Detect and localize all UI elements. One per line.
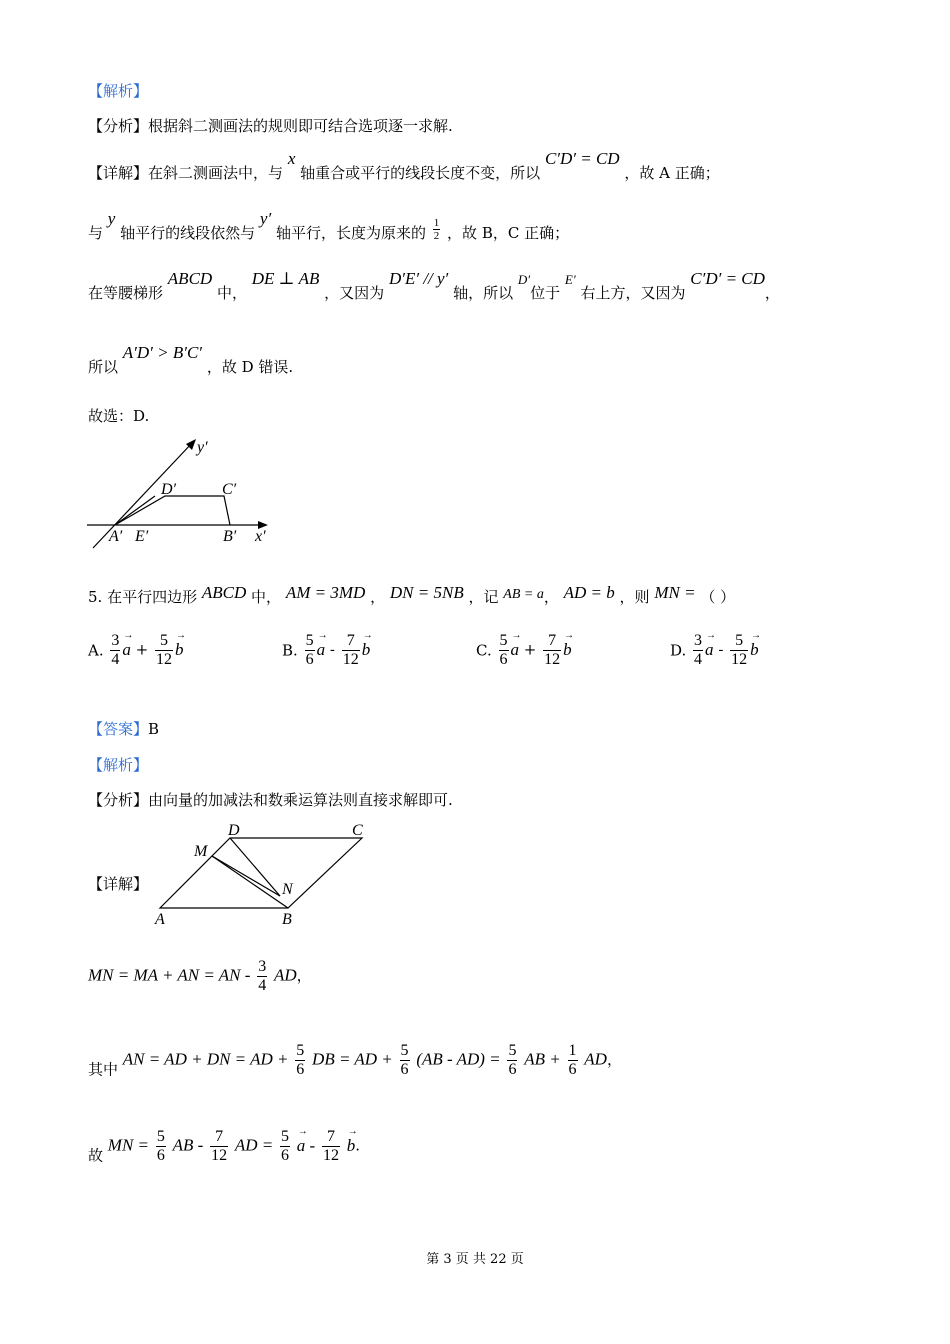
label-n: N — [282, 881, 293, 898]
text: ， — [370, 588, 386, 606]
vector: → b — [362, 639, 371, 661]
question-5: 5. 在平行四边形 ABCD 中， AM = 3MD ， DN = 5NB ，记 AB = a， AD = b ，则 MN = （ ） — [88, 583, 736, 606]
label-x-prime: x′ — [255, 528, 266, 545]
label-b-prime: B′ — [223, 528, 237, 545]
math-x: x — [287, 149, 296, 168]
y: y — [259, 209, 268, 228]
math-y-prime: y′ — [259, 209, 272, 228]
fraction: $\frac{5}{6}$ — [499, 632, 508, 668]
label-c-prime: C′ — [222, 481, 237, 498]
conclusion: 故选：D. — [88, 407, 150, 425]
math: DB = AD + — [312, 1049, 393, 1069]
label: C. — [476, 641, 492, 660]
vector: → b — [347, 1135, 356, 1157]
math-de-parallel: D′E′ // y′ — [388, 269, 449, 288]
fraction: $\frac{5}{6}$ — [296, 1042, 305, 1078]
label: B. — [282, 641, 298, 660]
math: AB + — [524, 1049, 561, 1069]
fraction: $\frac{7}{12}$ — [211, 1128, 228, 1164]
text: 5. 在平行四边形 — [88, 588, 198, 606]
math-cd-equal: C′D′ = CD — [544, 149, 620, 168]
label-c: C — [352, 822, 363, 839]
label-d-prime: D′ — [161, 481, 177, 498]
oblique-axes-figure — [85, 432, 285, 552]
text: 故 — [88, 1146, 104, 1165]
fraction: $\frac{3}{4}$ — [694, 632, 703, 668]
fraction: $\frac{7}{12}$ — [342, 632, 359, 668]
option-b[interactable]: B. $\frac{5}{6}$ → a - $\frac{7}{12}$ → b — [282, 632, 370, 669]
detail-line-2 — [88, 209, 570, 244]
parallelogram-figure — [150, 818, 380, 930]
fraction: $\frac{5}{6}$ — [281, 1128, 290, 1164]
math-dn: DN = 5NB — [389, 583, 464, 602]
fraction: $\frac{5}{6}$ — [400, 1042, 409, 1078]
label-b: B — [282, 911, 292, 928]
vector: → a — [705, 639, 714, 661]
math: MN = — [107, 1135, 150, 1155]
detail-line-1 — [88, 149, 720, 184]
vector: → b — [750, 639, 759, 661]
math-ab-a: AB = a — [503, 587, 544, 602]
text: ，故 A 正确； — [624, 164, 720, 182]
text: 轴，所以 — [453, 284, 514, 302]
vector: → a — [317, 639, 326, 661]
label-d: D — [228, 822, 240, 839]
option-a[interactable]: A. $\frac{3}{4}$ → a + $\frac{5}{12}$ → b — [88, 632, 184, 669]
text: （ ） — [700, 588, 736, 606]
label: D. — [670, 641, 687, 660]
vector: → a — [511, 639, 520, 661]
fraction: $\frac{5}{12}$ — [156, 632, 172, 668]
text: 轴平行，长度为原来的 — [275, 224, 426, 242]
math-d-prime: D′ — [517, 272, 531, 287]
text: ，故 D 错误. — [206, 358, 294, 376]
fraction: $\frac{5}{6}$ — [305, 632, 314, 668]
math-ad-gt-bc: A′D′ > B′C′ — [122, 343, 203, 362]
math-y: y — [107, 209, 116, 228]
math: AB - — [172, 1135, 204, 1155]
math: MN = MA + AN = AN - — [88, 965, 251, 985]
text: 位于 — [530, 284, 561, 302]
vector: → a — [122, 639, 131, 661]
text: 在等腰梯形 — [88, 284, 164, 302]
text: 轴平行的线段依然与 — [120, 224, 256, 242]
equation-3: 故 MN = $\frac{5}{6}$ AB - $\frac{7}{12}$ AD = $\frac{5}{6}$ → a - $\frac{7}{12}$ → b. — [88, 1128, 360, 1167]
math: AD — [273, 965, 297, 985]
fraction: $\frac{5}{6}$ — [508, 1042, 517, 1078]
analysis-tag: 【分析】 — [88, 791, 149, 809]
analysis-text: 根据斜二测画法的规则即可结合选项逐一求解. — [148, 117, 453, 135]
math: AD — [584, 1049, 607, 1069]
label-a-prime: A′ — [109, 528, 123, 545]
fraction: $\frac{1}{6}$ — [568, 1042, 577, 1078]
math-ad-b: AD = b — [563, 583, 615, 602]
detail-tag-2: 【详解】 — [88, 875, 149, 893]
vector: → a - — [297, 1135, 315, 1157]
math-cd-equal-2: C′D′ = CD — [690, 269, 765, 288]
math-abcd-q5: ABCD — [201, 583, 247, 602]
fraction: $\frac{3}{4}$ — [258, 958, 267, 994]
answer-value: B — [148, 720, 160, 738]
text: 右上方，又因为 — [580, 284, 686, 302]
equation-1: MN = MA + AN = AN - $\frac{3}{4}$ AD， — [88, 958, 312, 994]
fraction: $\frac{7}{12}$ — [544, 632, 561, 668]
math-de-perp-ab: DE ⊥ AB — [251, 269, 320, 288]
label: A. — [88, 641, 104, 660]
vector: → b — [563, 639, 572, 661]
label-m: M — [194, 843, 208, 860]
text: ，故 B，C 正确； — [447, 224, 570, 242]
fraction: $\frac{5}{12}$ — [731, 632, 748, 668]
text: 在斜二测画法中，与 — [148, 164, 284, 182]
analysis-text: 由向量的加减法和数乘运算法则直接求解即可. — [148, 791, 453, 809]
answer-line — [88, 718, 159, 740]
fraction-half: $\frac{1}{2}$ — [433, 216, 440, 242]
jiexi-heading: 【解析】 — [88, 82, 149, 100]
detail-line-3: 在等腰梯形 ABCD 中， DE ⊥ AB ，又因为 D′E′ // y′ 轴，所以 D′位于 E′ 右上方，又因为 C′D′ = CD， — [88, 269, 780, 302]
answer-tag: 【答案】 — [88, 720, 149, 738]
text: 与 — [88, 224, 104, 242]
text: 其中 — [88, 1060, 119, 1079]
text: ，则 — [619, 588, 650, 606]
math: (AB - AD) = — [416, 1049, 501, 1069]
page-footer: 第 3 页 共 22 页 — [426, 1252, 524, 1267]
math: AN = AD + DN = AD + — [122, 1049, 289, 1069]
fraction: $\frac{3}{4}$ — [111, 632, 120, 668]
text: 轴重合或平行的线段长度不变，所以 — [300, 164, 541, 182]
text: 中， — [251, 588, 282, 606]
text: 中， — [216, 284, 247, 302]
text: ，又因为 — [324, 284, 385, 302]
math-e-prime: E′ — [564, 272, 576, 287]
analysis-line-2 — [88, 789, 453, 811]
label-a: A — [155, 911, 165, 928]
text: 所以 — [88, 358, 119, 376]
equation-2: 其中 AN = AD + DN = AD + $\frac{5}{6}$ DB = AD + $\frac{5}{6}$ (AB - AD) = $\frac{5}{6}$ AB + $\frac{1}{6}$ AD， — [88, 1042, 622, 1079]
detail-tag: 【详解】 — [88, 164, 149, 182]
jiexi-heading-2: 【解析】 — [88, 756, 149, 774]
fraction: $\frac{7}{12}$ — [323, 1128, 339, 1164]
math: AD = — [234, 1135, 274, 1155]
math-mn: MN = — [654, 583, 696, 602]
option-c[interactable]: C. $\frac{5}{6}$ → a + $\frac{7}{12}$ → b — [476, 632, 572, 669]
label-e-prime: E′ — [135, 528, 149, 545]
detail-line-4 — [88, 343, 294, 378]
math-am: AM = 3MD — [285, 583, 366, 602]
option-d[interactable]: D. $\frac{3}{4}$ → a - $\frac{5}{12}$ → b — [670, 632, 759, 669]
vector: → b — [175, 639, 184, 661]
label-y-prime: y′ — [197, 439, 208, 456]
math-abcd: ABCD — [167, 269, 213, 288]
fraction: $\frac{5}{6}$ — [156, 1128, 165, 1164]
analysis-tag: 【分析】 — [88, 117, 149, 135]
text: ，记 — [468, 588, 499, 606]
analysis-line — [88, 115, 453, 137]
